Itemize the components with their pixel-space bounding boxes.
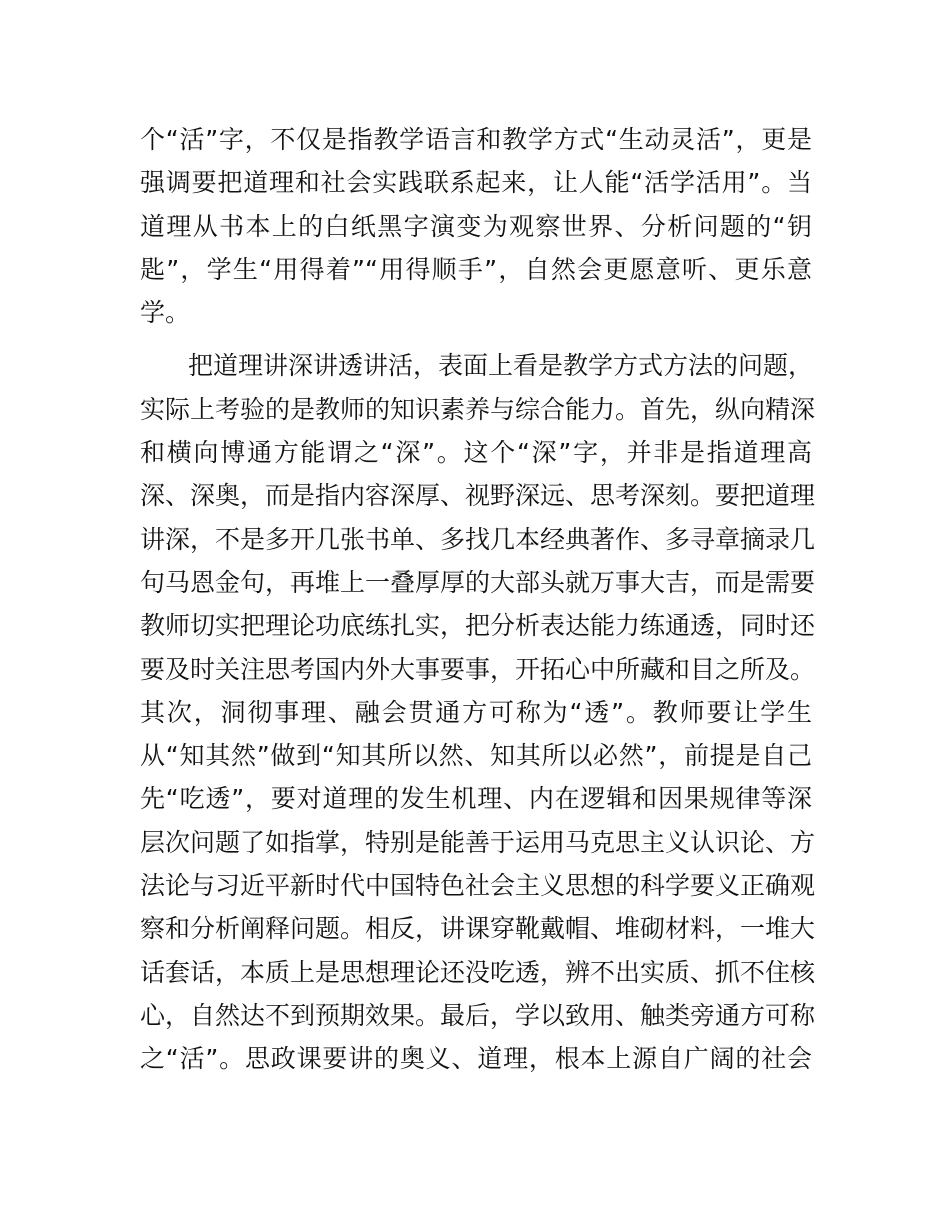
text-line: 匙”，学生“用得着”“用得顺手”，自然会更愿意听、更乐意 (140, 254, 812, 284)
text-line: 从“知其然”做到“知其所以然、知其所以必然”，前提是自己 (140, 741, 812, 771)
text-line: 讲深，不是多开几张书单、多找几本经典著作、多寻章摘录几 (140, 524, 816, 554)
document-page (140, 118, 816, 1081)
text-line: 法论与习近平新时代中国特色社会主义思想的科学要义正确观 (140, 871, 816, 901)
paragraph-2 (140, 344, 816, 1080)
text-line: 心，自然达不到预期效果。最后，学以致用、触类旁通方可称 (140, 1000, 816, 1030)
text-line: 深、深奥，而是指内容深厚、视野深远、思考深刻。要把道理 (140, 481, 816, 511)
text-line: 话套话，本质上是思想理论还没吃透，辨不出实质、抓不住核 (140, 957, 816, 987)
text-line: 层次问题了如指掌，特别是能善于运用马克思主义认识论、方 (140, 827, 816, 857)
text-line: 察和分析阐释问题。相反，讲课穿靴戴帽、堆砌材料，一堆大 (140, 914, 816, 944)
text-line: 道理从书本上的白纸黑字演变为观察世界、分析问题的“钥 (140, 211, 812, 241)
text-line: 其次，洞彻事理、融会贯通方可称为“透”。教师要让学生 (140, 697, 812, 727)
text-line: 教师切实把理论功底练扎实，把分析表达能力练通透，同时还 (140, 611, 816, 641)
paragraph-spacer (140, 334, 812, 344)
paragraph-1 (140, 118, 812, 334)
text-line: 之“活”。思政课要讲的奥义、道理，根本上源自广阔的社会 (140, 1044, 812, 1074)
text-line: 学。 (140, 298, 191, 328)
text-line: 句马恩金句，再堆上一叠厚厚的大部头就万事大吉，而是需要 (140, 567, 816, 597)
text-line: 强调要把道理和社会实践联系起来，让人能“活学活用”。当 (140, 168, 812, 198)
text-line: 先“吃透”，要对道理的发生机理、内在逻辑和因果规律等深 (140, 784, 812, 814)
text-line: 实际上考验的是教师的知识素养与综合能力。首先，纵向精深 (140, 394, 816, 424)
text-line: 个“活”字，不仅是指教学语言和教学方式“生动灵活”，更是 (140, 125, 812, 154)
text-line: 和横向博通方能谓之“深”。这个“深”字，并非是指道理高 (140, 438, 812, 468)
text-line: 把道理讲深讲透讲活，表面上看是教学方式方法的问题， (188, 351, 814, 381)
text-line: 要及时关注思考国内外大事要事，开拓心中所藏和目之所及。 (140, 654, 816, 684)
